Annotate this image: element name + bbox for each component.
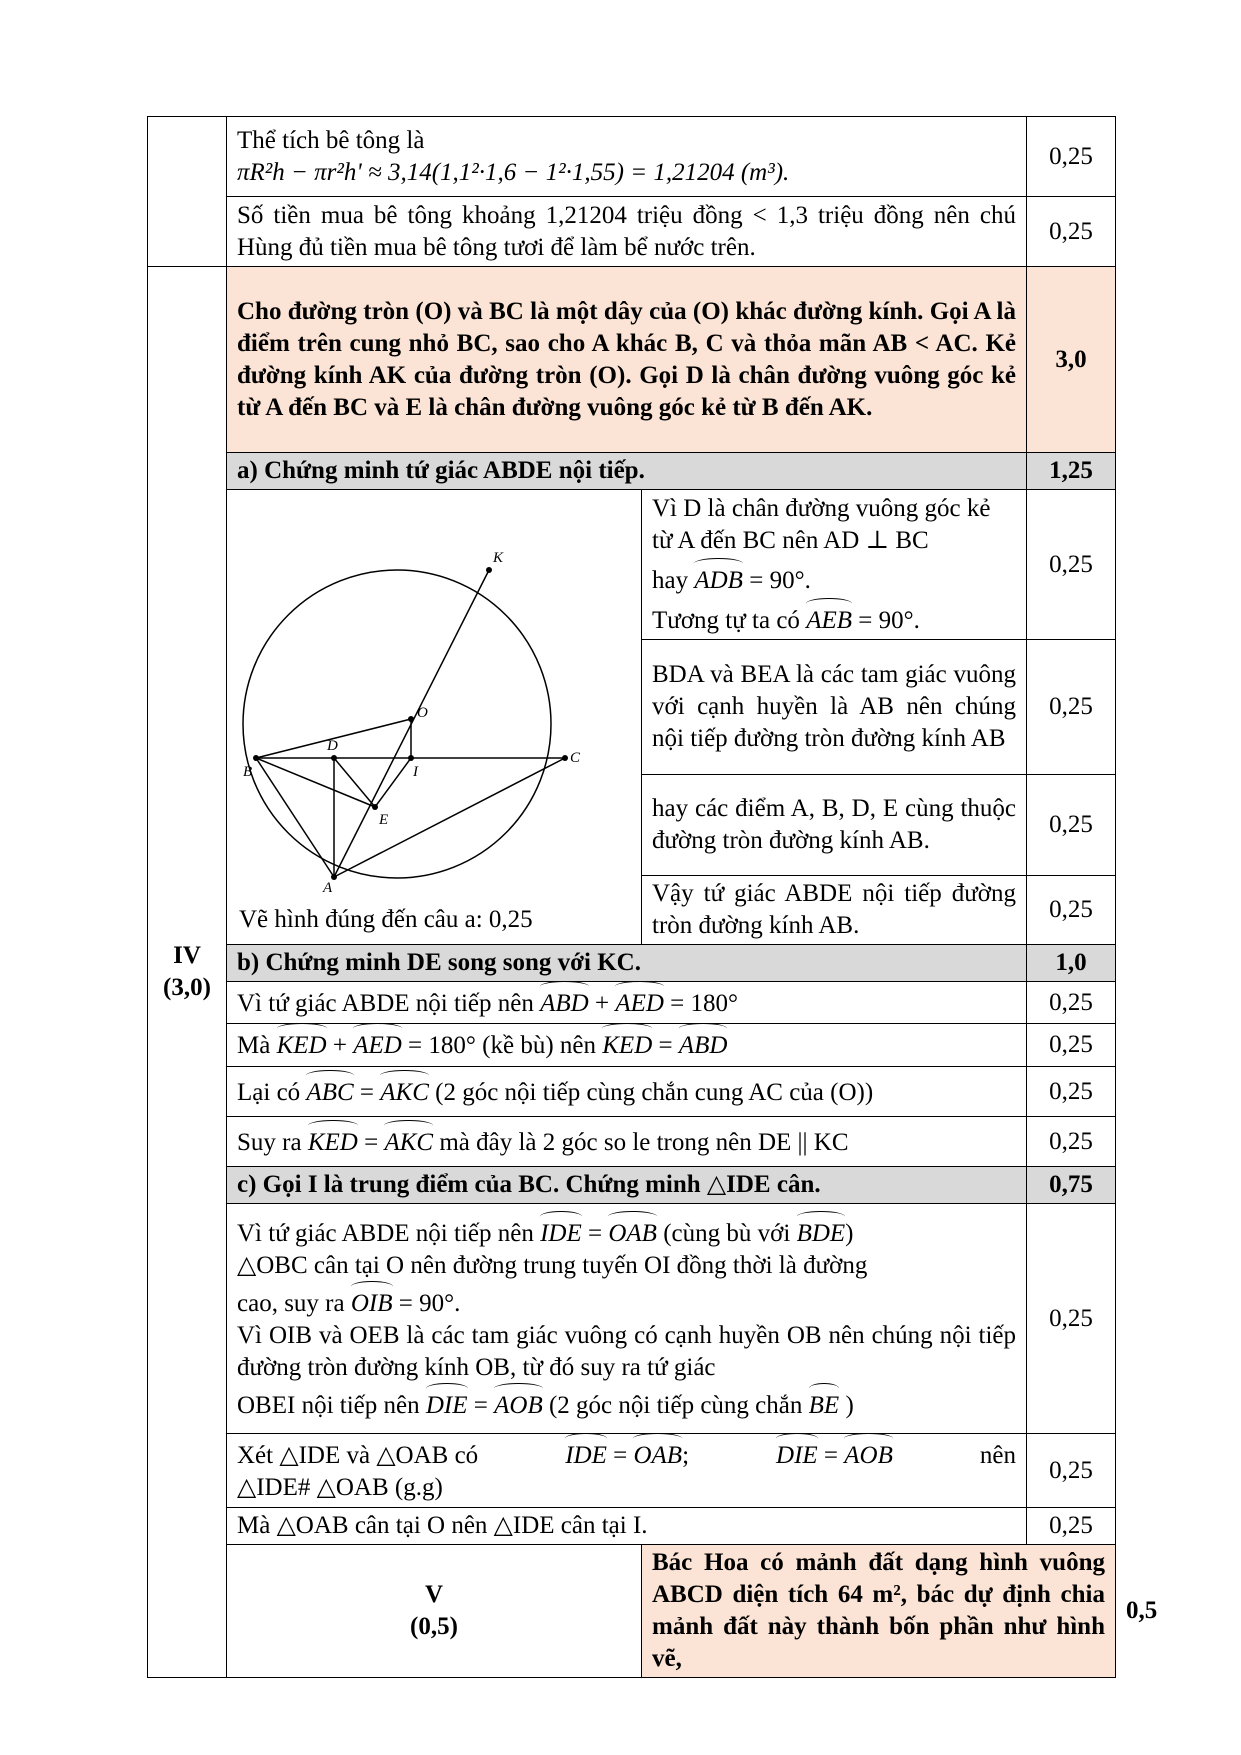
volume-row (148, 117, 1116, 197)
a1-text (642, 490, 1027, 640)
volume-line-1: Thể tích bê tông là (237, 126, 425, 154)
geometry-figure (227, 490, 641, 942)
part-a-row (148, 453, 1116, 490)
figure-caption: Vẽ hình đúng đến câu a: 0,25 (239, 906, 533, 933)
a1-row (148, 490, 1116, 640)
c1-row (148, 1204, 1116, 1434)
angle-aed: AED (353, 1028, 402, 1062)
b1-text: Vì tứ giác ABDE nội tiếp nên ABD + AED = 180° (227, 982, 1027, 1024)
label-i: I (413, 764, 418, 780)
b4-row (148, 1117, 1116, 1167)
section-iv-label (148, 267, 227, 1678)
angle-bde: BDE (797, 1216, 846, 1250)
label-b: B (243, 764, 253, 780)
volume-cell (227, 117, 1027, 197)
angle-aob: AOB (494, 1388, 543, 1422)
money-text: Số tiền mua bê tông khoảng 1,21204 triệu đồng < 1,3 triệu đồng nên chú Hùng đủ tiền mua bê tông tươi để làm bể nước trên. (227, 197, 1027, 267)
angle-ked: KED (277, 1028, 327, 1062)
a1-line-1: Vì D là chân đường vuông góc kẻ từ A đến BC nên AD ⊥ BC (652, 494, 991, 554)
label-k: K (493, 550, 504, 566)
angle-die: DIE (426, 1388, 468, 1422)
part-c-row (148, 1167, 1116, 1204)
section-iv-number: IV (173, 942, 201, 969)
b3-score: 0,25 (1027, 1067, 1116, 1117)
money-score: 0,25 (1027, 197, 1116, 267)
c3-row (148, 1508, 1116, 1545)
angle-oab: OAB (608, 1216, 657, 1250)
b4-text: Suy ra KED = AKC mà đây là 2 góc so le trong nên DE || KC (227, 1117, 1027, 1167)
b2-score: 0,25 (1027, 1024, 1116, 1067)
arc-be: BE (809, 1388, 840, 1422)
a3-text: hay các điểm A, B, D, E cùng thuộc đường tròn đường kính AB. (642, 775, 1027, 876)
section-v-number: V (424, 1581, 444, 1608)
c3-score: 0,25 (1027, 1508, 1116, 1545)
volume-formula: πR²h − πr²h' ≈ 3,14(1,1²·1,6 − 1²·1,55) = 1,21204 (m³). (237, 158, 790, 186)
v-problem-text: Bác Hoa có mảnh đất dạng hình vuông ABCD diện tích 64 m², bác dự định chia mảnh đất này thành bốn phần như hình vẽ, (642, 1545, 1116, 1678)
b3-text: Lại có ABC = AKC (2 góc nội tiếp cùng chắn cung AC của (O)) (227, 1067, 1027, 1117)
solution-table (147, 116, 1158, 1678)
a4-score: 0,25 (1027, 876, 1116, 945)
b1-row (148, 982, 1116, 1024)
section-v-points: (0,5) (410, 1613, 458, 1640)
iv-problem-score: 3,0 (1027, 267, 1116, 453)
c2-row (148, 1434, 1116, 1508)
c2-text: Xét △IDE và △OAB có IDE = OAB; DIE = AOB nên △IDE# △OAB (g.g) (227, 1434, 1027, 1508)
angle-oab: OAB (633, 1438, 682, 1472)
v-row: V (0,5) Bác Hoa có mảnh đất dạng hình vuông ABCD diện tích 64 m², bác dự định chia mảnh đất này thành bốn phần như hình vẽ, 0,5 (148, 1545, 1116, 1678)
label-c: C (570, 750, 581, 766)
part-b-row (148, 945, 1116, 982)
angle-die: DIE (776, 1438, 818, 1472)
a2-score: 0,25 (1027, 640, 1116, 775)
a3-score: 0,25 (1027, 775, 1116, 876)
part-c-title: c) Gọi I là trung điểm của BC. Chứng minh △IDE cân. (227, 1167, 1027, 1204)
a1-score: 0,25 (1027, 490, 1116, 640)
section-iv-points: (3,0) (163, 974, 211, 1001)
b2-row (148, 1024, 1116, 1067)
segment-be (256, 758, 375, 807)
b3-row (148, 1067, 1116, 1117)
angle-akc: AKC (380, 1075, 429, 1109)
c3-text: Mà △OAB cân tại O nên △IDE cân tại I. (227, 1508, 1027, 1545)
angle-abc: ABC (306, 1075, 353, 1109)
iv-problem-text: Cho đường tròn (O) và BC là một dây của (O) khác đường kính. Gọi A là điểm trên cung nhỏ BC, sao cho A khác B, C và thỏa mãn AB < AC. Kẻ đường kính AK của đường tròn (O). Gọi D là chân đường vuông góc kẻ từ A đến BC và E là chân đường vuông góc kẻ từ B đến AK. (227, 267, 1027, 453)
part-b-title: b) Chứng minh DE song song với KC. (227, 945, 1027, 982)
figure-cell (227, 490, 642, 945)
b1-score: 0,25 (1027, 982, 1116, 1024)
c2-score: 0,25 (1027, 1434, 1116, 1508)
a4-text: Vậy tứ giác ABDE nội tiếp đường tròn đường kính AB. (642, 876, 1027, 945)
circle-o (243, 570, 551, 878)
segment-ac (334, 758, 565, 877)
angle-abd: ABD (540, 986, 589, 1020)
angle-aed: AED (615, 986, 664, 1020)
label-d: D (327, 738, 338, 754)
iv-header-row (148, 267, 1116, 453)
segment-ab (256, 758, 334, 877)
angle-ked: KED (602, 1028, 652, 1062)
a2-text: BDA và BEA là các tam giác vuông với cạnh huyền là AB nên chúng nội tiếp đường tròn đường kính AB (642, 640, 1027, 775)
a1-line-3: Tương tự ta có AEB = 90°. (652, 603, 1016, 637)
prev-section-cell (148, 117, 227, 267)
label-e: E (379, 812, 389, 828)
part-b-score: 1,0 (1027, 945, 1116, 982)
label-a: A (323, 880, 333, 896)
angle-adb: ADB (694, 563, 743, 597)
angle-oib: OIB (351, 1286, 393, 1320)
angle-aeb: AEB (806, 603, 852, 637)
part-a-title: a) Chứng minh tứ giác ABDE nội tiếp. (227, 453, 1027, 490)
segment-de (334, 758, 375, 807)
label-o: O (417, 705, 428, 721)
volume-score: 0,25 (1027, 117, 1116, 197)
b4-score: 0,25 (1027, 1117, 1116, 1167)
segment-ei (375, 758, 411, 807)
b2-text: Mà KED + AED = 180° (kề bù) nên KED = ABD (227, 1024, 1027, 1067)
part-a-score: 1,25 (1027, 453, 1116, 490)
part-c-score: 0,75 (1027, 1167, 1116, 1204)
money-row (148, 197, 1116, 267)
angle-ked: KED (308, 1125, 358, 1159)
angle-ide: IDE (540, 1216, 582, 1250)
c1-text: Vì tứ giác ABDE nội tiếp nên IDE = OAB (cùng bù với BDE) △OBC cân tại O nên đường trung tuyến OI đồng thời là đường cao, suy ra OIB = 90°. Vì OIB và OEB là các tam giác vuông có cạnh huyền OB nên chúng nội tiếp đường tròn đường kính OB, từ đó suy ra tứ giác OBEI nội tiếp nên DIE = AOB (2 góc nội tiếp cùng chắn BE ) (227, 1204, 1027, 1434)
c1-score: 0,25 (1027, 1204, 1116, 1434)
a1-line-2: hay ADB = 90°. (652, 563, 1016, 597)
angle-aob: AOB (844, 1438, 893, 1472)
angle-abd: ABD (679, 1028, 728, 1062)
angle-ide: IDE (565, 1438, 607, 1472)
angle-akc: AKC (384, 1125, 433, 1159)
section-v-label (227, 1545, 642, 1678)
